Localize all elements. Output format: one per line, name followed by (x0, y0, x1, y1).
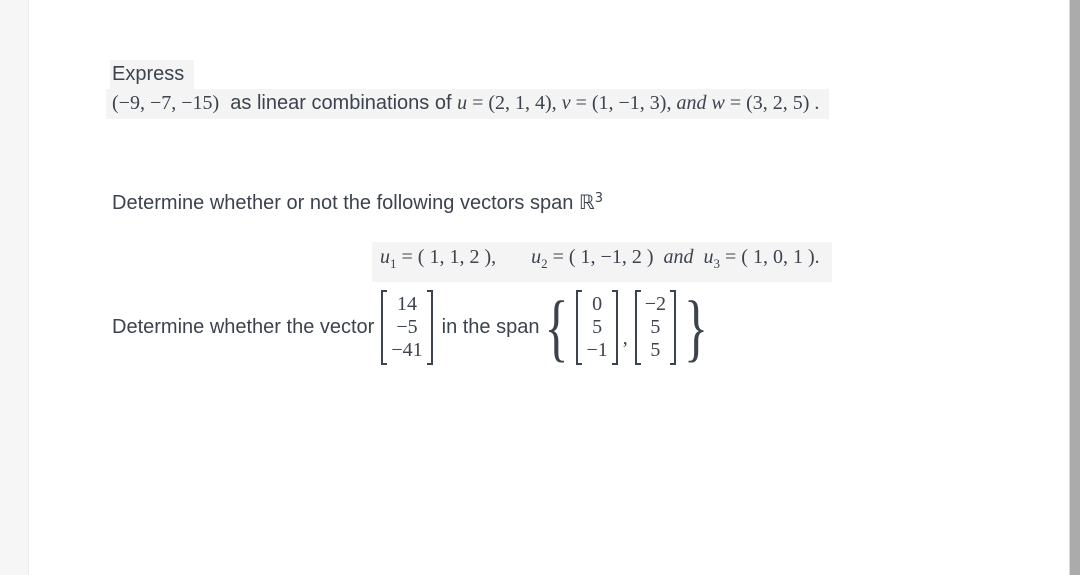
open-brace: { (544, 285, 569, 369)
matrix-column (582, 290, 611, 365)
problem1-title: Express (110, 60, 194, 89)
text-segment: = (1, −1, 3), (570, 92, 677, 114)
matrix-entry: 0 (592, 292, 603, 315)
matrix-entry: −2 (644, 292, 667, 315)
matrix-entry: 5 (650, 338, 661, 361)
problem3-span-matrix-2 (635, 290, 676, 365)
text-segment (496, 246, 531, 268)
right-bracket (612, 290, 618, 365)
scrollbar-track[interactable] (1069, 0, 1080, 575)
close-brace: } (684, 285, 709, 369)
text-segment: and (663, 246, 694, 268)
text-segment: u (457, 92, 468, 114)
text-segment: as linear combinations of (219, 92, 458, 114)
problem3-middle: in the span (441, 315, 540, 338)
text-segment (654, 246, 664, 268)
text-segment: = (3, 2, 5) . (724, 92, 820, 114)
text-segment: 3 (594, 191, 604, 206)
text-segment: Determine whether or not the following vectors span (112, 192, 579, 214)
text-segment: = (2, 1, 4), (467, 92, 562, 114)
problem3-prefix: Determine whether the vector (112, 315, 375, 338)
text-segment: and w (676, 92, 725, 114)
text-segment: v (561, 92, 571, 114)
matrix-entry: 5 (650, 315, 661, 338)
text-segment: 1 (390, 256, 397, 271)
problem3-statement (112, 287, 709, 367)
text-segment (694, 246, 704, 268)
left-gutter (0, 0, 29, 575)
matrix-entry: −41 (391, 338, 423, 361)
text-segment: (−9, −7, −15) (112, 92, 220, 114)
set-comma: , (622, 326, 628, 349)
problem3-span-matrix-1 (576, 290, 617, 365)
text-segment: u (703, 246, 714, 268)
problem1-statement (106, 89, 829, 119)
text-segment: u (531, 246, 542, 268)
problem2-prompt (112, 186, 603, 216)
text-segment: ℝ (578, 190, 595, 214)
matrix-column (387, 290, 426, 365)
right-bracket (670, 290, 676, 365)
text-segment: 3 (713, 256, 720, 271)
text-segment: = ( 1, 0, 1 ). (720, 246, 820, 268)
matrix-entry: −5 (396, 315, 418, 338)
problem3-vector-matrix (381, 290, 432, 365)
text-segment: u (380, 246, 390, 268)
matrix-entry: 14 (396, 292, 417, 315)
matrix-entry: 5 (592, 315, 603, 338)
text-segment: = ( 1, −1, 2 ) (547, 246, 654, 268)
problem2-vectors (372, 242, 832, 282)
text-segment: 2 (541, 256, 548, 271)
text-segment: = ( 1, 1, 2 ), (396, 246, 497, 268)
right-bracket (427, 290, 433, 365)
matrix-column (641, 290, 670, 365)
matrix-entry: −1 (586, 338, 608, 361)
